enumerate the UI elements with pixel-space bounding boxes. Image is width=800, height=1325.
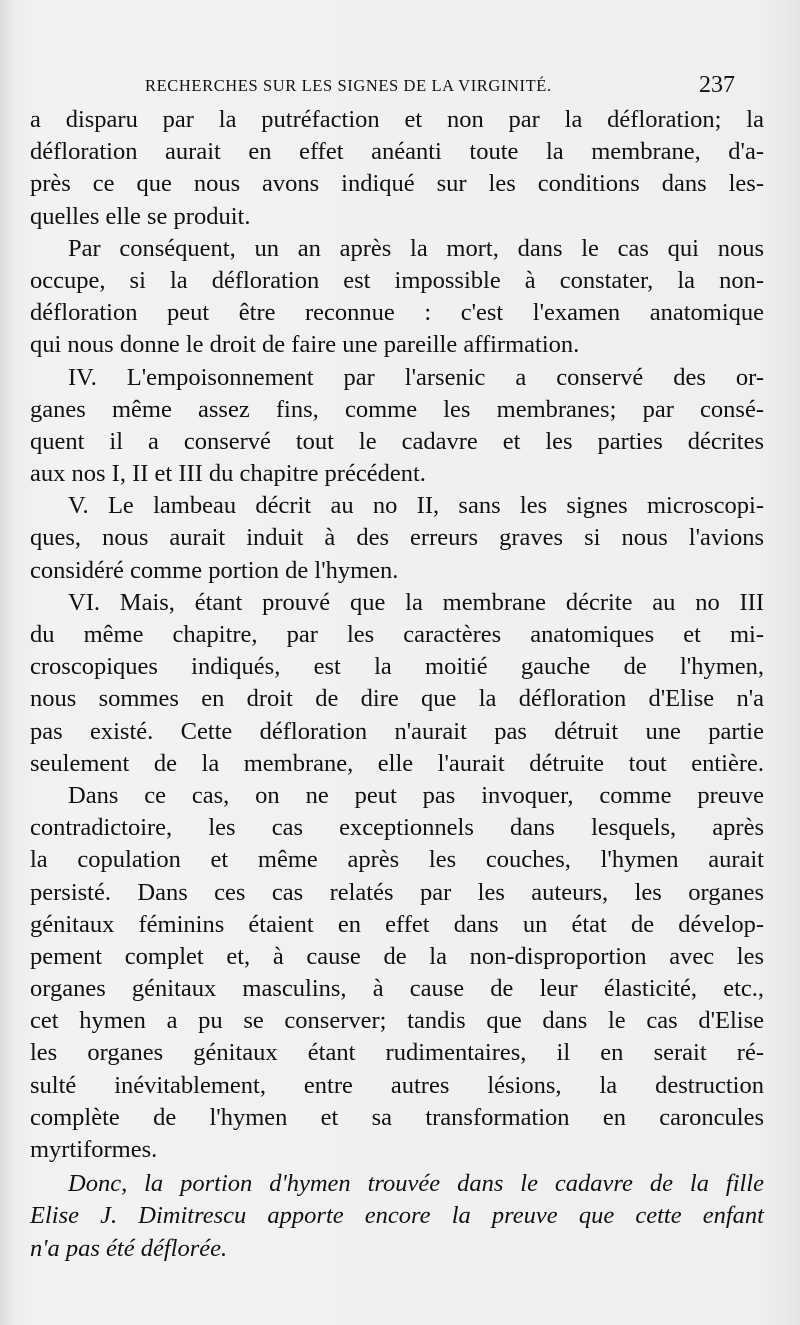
text-line: pement complet et, à cause de la non-disproportion avec les	[30, 942, 764, 970]
text-line: défloration aurait en effet anéanti toute la membrane, d'a-	[30, 138, 764, 166]
text-line: occupe, si la défloration est impossible à constater, la non-	[30, 266, 764, 294]
text-line: ques, nous aurait induit à des erreurs graves si nous l'avions	[30, 524, 764, 552]
running-header	[145, 74, 745, 100]
text-line: a disparu par la putréfaction et non par la défloration; la	[30, 106, 764, 133]
paragraph-iv	[30, 362, 764, 491]
text-line: Elise J. Dimitrescu apporte encore la preuve que cette enfant	[30, 1202, 764, 1230]
text-line: Dans ce cas, on ne peut pas invoquer, comme preuve	[68, 781, 764, 809]
text-line: défloration peut être reconnue : c'est l'examen anatomique	[30, 299, 764, 327]
text-line: pas existé. Cette défloration n'aurait pas détruit une partie	[30, 717, 764, 745]
text-line: sulté inévitablement, entre autres lésions, la destruction	[30, 1071, 764, 1099]
text-line: V. Le lambeau décrit au no II, sans les signes microscopi-	[68, 492, 764, 520]
text-line: contradictoire, les cas exceptionnels dans lesquels, après	[30, 814, 764, 842]
text-line: quent il a conservé tout le cadavre et les parties décrites	[30, 427, 764, 455]
text-line: près ce que nous avons indiqué sur les conditions dans les-	[30, 170, 764, 198]
text-line: Par conséquent, un an après la mort, dans le cas qui nous	[68, 234, 764, 262]
paragraph-dans-ce-cas	[30, 780, 764, 1166]
text-line: IV. L'empoisonnement par l'arsenic a conservé des or-	[68, 363, 764, 391]
text-line: myrtiformes.	[30, 1136, 158, 1163]
paragraph-par-consequent	[30, 233, 764, 362]
running-title: RECHERCHES SUR LES SIGNES DE LA VIRGINITÉ.	[145, 76, 552, 95]
text-line: n'a pas été déflorée.	[30, 1234, 228, 1262]
paragraph-v	[30, 490, 764, 587]
text-line: Donc, la portion d'hymen trouvée dans le cadavre de la fille	[68, 1170, 764, 1198]
text-line: du même chapitre, par les caractères anatomiques et mi-	[30, 621, 764, 648]
text-line: persisté. Dans ces cas relatés par les auteurs, les organes	[30, 878, 764, 906]
text-line: génitaux féminins étaient en effet dans un état de dévelop-	[30, 910, 764, 938]
text-line: ganes même assez fins, comme les membranes; par consé-	[30, 395, 764, 423]
text-line: considéré comme portion de l'hymen.	[30, 556, 399, 584]
text-line: aux nos I, II et III du chapitre précédent.	[30, 460, 426, 488]
text-line: organes génitaux masculins, à cause de leur élasticité, etc.,	[30, 975, 764, 1003]
text-line: qui nous donne le droit de faire une pareille affirmation.	[30, 331, 580, 359]
paragraph-continuation	[30, 104, 764, 233]
paragraph-vi	[30, 587, 764, 780]
text-line: la copulation et même après les couches, l'hymen aurait	[30, 846, 764, 874]
text-line: seulement de la membrane, elle l'aurait détruite tout entière.	[30, 749, 764, 777]
text-line: quelles elle se produit.	[30, 202, 251, 230]
text-line: cet hymen a pu se conserver; tandis que dans le cas d'Elise	[30, 1007, 764, 1035]
text-line: croscopiques indiqués, est la moitié gauche de l'hymen,	[30, 653, 764, 681]
bleed-through-shadow	[470, 48, 590, 58]
text-line: les organes génitaux étant rudimentaires, il en serait ré-	[30, 1039, 764, 1067]
paragraph-conclusion-italic	[30, 1168, 764, 1265]
text-line: complète de l'hymen et sa transformation en caroncules	[30, 1103, 764, 1131]
text-line: nous sommes en droit de dire que la défloration d'Elise n'a	[30, 685, 764, 713]
body-text	[30, 104, 764, 1265]
page-number: 237	[699, 72, 735, 98]
text-line: VI. Mais, étant prouvé que la membrane décrite au no III	[68, 588, 764, 616]
